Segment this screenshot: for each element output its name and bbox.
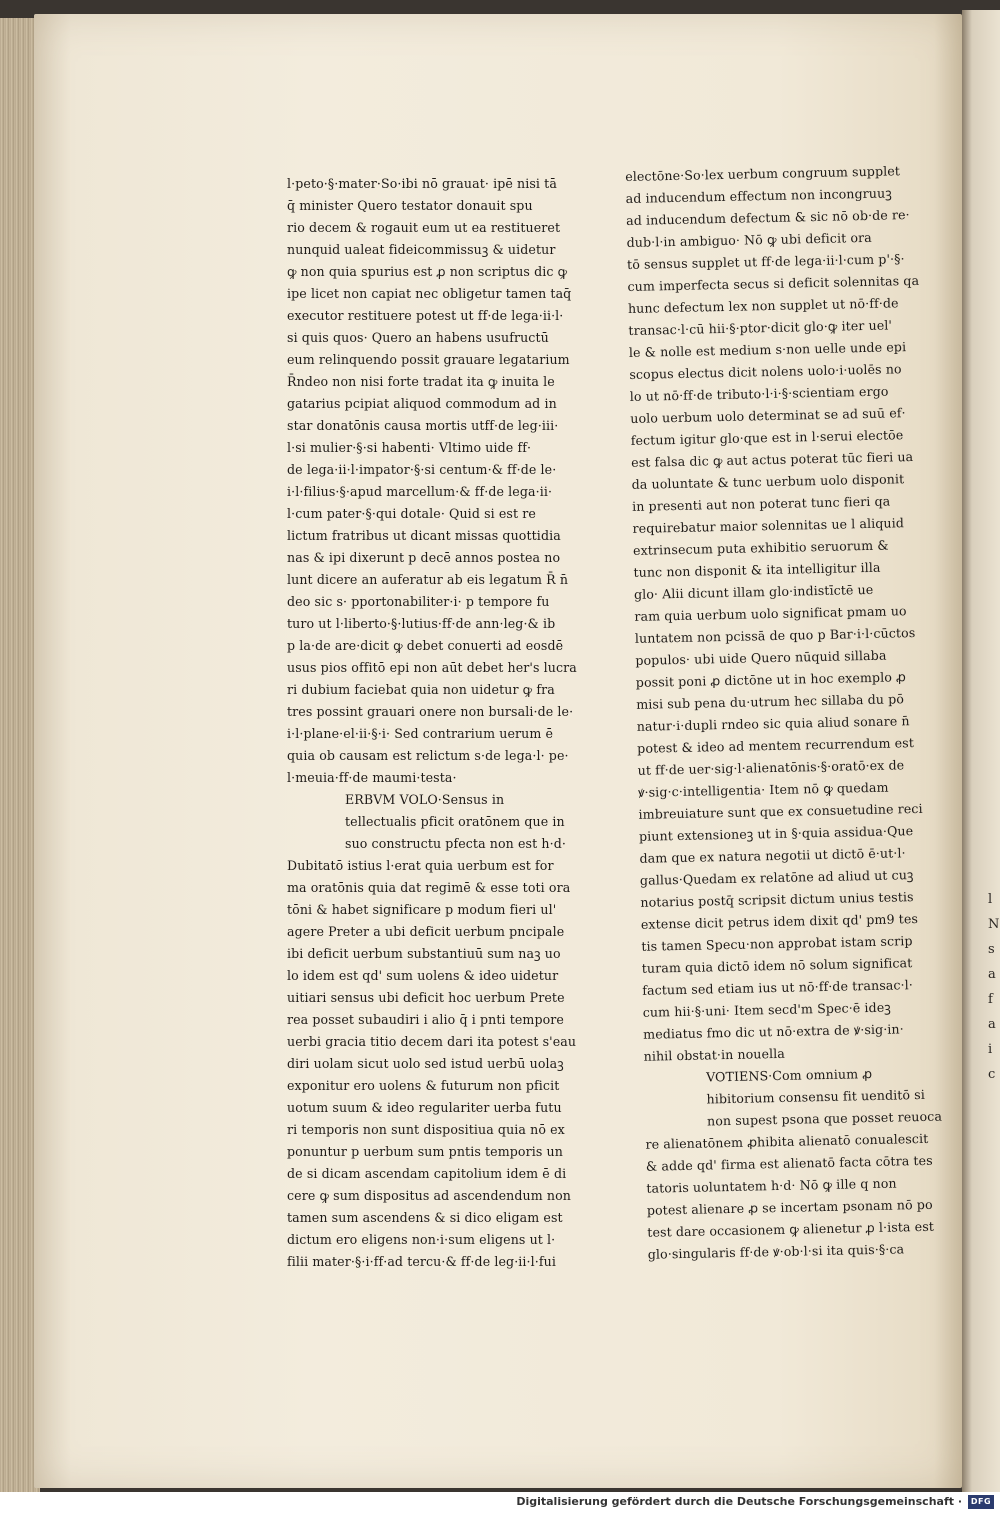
left-text-column: [287, 173, 577, 1273]
text-line: test dare occasionem ꝙ alienetur ꝓ l·ista est: [647, 1218, 935, 1240]
text-line: rio decem & rogauit eum ut ea restitueret: [287, 220, 561, 235]
text-line: misi sub pena du·utrum hec sillaba du pō: [636, 691, 905, 712]
text-line: tōni & habet significare p modum fieri ul': [287, 902, 557, 917]
text-line: de lega·ii·l·impator·§·si centum·& ff·de le·: [287, 462, 557, 477]
text-line: lunt dicere an auferatur ab eis legatum R̄ n̄: [287, 572, 569, 587]
text-line: exponitur ero uolens & futurum non pficit: [287, 1078, 560, 1093]
text-line: da uoluntate & tunc uerbum uolo disponit: [631, 471, 905, 492]
text-line: star donatōnis causa mortis utff·de leg·iii·: [287, 418, 559, 433]
text-line: nihil obstat·in nouella: [643, 1045, 786, 1064]
text-line: nas & ipi dixerunt p decē annos postea no: [287, 550, 561, 565]
text-line: tō sensus supplet ut ff·de lega·ii·l·cum p'·§·: [626, 251, 905, 272]
text-line: notarius postq̄ scripsit dictum unius testis: [640, 889, 914, 910]
text-line: potest alienare ꝓ se incertam psonam nō po: [646, 1196, 933, 1218]
next-page-fragment: N: [988, 917, 1000, 932]
text-line: gatarius pcipiat aliquod commodum ad in: [287, 396, 557, 411]
text-line: ram quia uerbum uolo significat pmam uo: [634, 603, 907, 624]
text-line: l·meuia·ff·de maumi·testa·: [287, 770, 457, 785]
text-line: glo·singularis ff·de ꝟ·ob·l·si ita quis·§·ca: [647, 1241, 905, 1262]
dfg-logo[interactable]: DFG: [968, 1495, 994, 1509]
text-line: ponuntur p uerbum sum pntis temporis un: [287, 1144, 563, 1159]
section-heading-continuation: Com omnium ꝓ: [772, 1066, 873, 1084]
text-line: requirebatur maior solennitas ue l aliquid: [632, 515, 905, 536]
text-line: mediatus fmo dic ut nō·extra de ꝟ·sig·in·: [643, 1021, 904, 1042]
text-line: cere ꝙ sum dispositus ad ascendendum non: [287, 1188, 571, 1203]
text-line: usus pios offitō epi non aūt debet her's lucra: [287, 660, 577, 675]
text-line: transac·l·cū hii·§·ptor·dicit glo·ꝙ iter uel': [628, 317, 893, 338]
text-line: si quis quos· Quero an habens usufructū: [287, 330, 549, 345]
text-line: quia ob causam est relictum s·de lega·l· pe·: [287, 748, 569, 763]
section-heading-continuation: Sensus in: [441, 792, 505, 807]
text-line: ri temporis non sunt dispositiua quia nō ex: [287, 1122, 565, 1137]
text-line: cum imperfecta secus si deficit solennitas qa: [627, 272, 920, 294]
text-line: fectum igitur glo·que est in l·serui electōe: [630, 427, 904, 448]
next-page-fragment: a: [988, 967, 996, 982]
text-line: re alienatōnem ꝓhibita alienatō conualescit: [645, 1130, 929, 1152]
text-line: ad inducendum defectum & sic nō ob·de re·: [625, 207, 910, 228]
text-line: uerbi gracia titio decem dari ita potest s'eau: [287, 1034, 577, 1049]
text-line: uolo uerbum uolo determinat se ad suū ef·: [630, 405, 906, 426]
text-line: tamen sum ascendens & si dico eligam est: [287, 1210, 563, 1225]
text-line: dub·l·in ambiguo· Nō ꝙ ubi deficit ora: [626, 229, 872, 250]
text-line: suo constructu pfecta non est h·d·: [345, 836, 566, 851]
text-line: le & nolle est medium s·non uelle unde epi: [628, 339, 907, 360]
text-line: filii mater·§·i·ff·ad tercu·& ff·de leg·ii·l·fui: [287, 1254, 556, 1269]
text-line: dictum ero eligens non·i·sum eligens ut l·: [287, 1232, 556, 1247]
text-line: uitiari sensus ubi deficit hoc uerbum Prete: [287, 990, 565, 1005]
text-line: luntatem non pcissā de quo p Bar·i·l·cūctos: [634, 625, 916, 646]
text-line: tres possint grauari onere non bursali·de le·: [287, 704, 574, 719]
text-line: imbreuiature sunt que ex consuetudine reci: [638, 800, 923, 822]
text-line: lictum fratribus ut dicant missas quottidia: [287, 528, 561, 543]
text-line: diri uolam sicut uolo sed istud uerbū uolaꝫ: [287, 1056, 564, 1071]
text-line: lo idem est qd' sum uolens & ideo uidetur: [287, 968, 559, 983]
text-line: rea posset subaudiri i alio q̄ i pnti tempore: [287, 1012, 564, 1027]
next-page-fragment: s: [988, 942, 995, 957]
text-line: eum relinquendo possit grauare legatarium: [287, 352, 570, 367]
funding-notice: Digitalisierung gefördert durch die Deutsche Forschungsgemeinschaft ·: [516, 1495, 962, 1508]
next-page-edge: [962, 10, 1000, 1492]
text-line: possit poni ꝓ dictōne ut in hoc exemplo ꝓ: [635, 669, 907, 690]
text-line: de si dicam ascendam capitolium idem ē di: [287, 1166, 567, 1181]
right-text-column: [625, 160, 943, 1266]
text-line: tunc non disponit & ita intelligitur illa: [633, 559, 881, 580]
text-line: i·l·filius·§·apud marcellum·& ff·de lega·ii·: [287, 484, 553, 499]
text-line: i·l·plane·el·ii·§·i· Sed contrarium uerum ē: [287, 726, 554, 741]
text-line: glo· Alii dicunt illam glo·indistīctē ue: [633, 581, 874, 602]
next-page-fragment: l: [988, 892, 993, 907]
text-line: electōne·So·lex uerbum congruum supplet: [625, 163, 901, 184]
text-line: tellectualis pficit oratōnem que in: [345, 814, 565, 829]
text-line: hibitorium consensu fit uenditō si: [706, 1086, 926, 1107]
text-line: q̄ minister Quero testator donauit spu: [287, 198, 533, 213]
text-line: ri dubium faciebat quia non uidetur ꝙ fra: [287, 682, 555, 697]
text-line: natur·i·dupli rndeo sic quia aliud sonare n̄: [636, 713, 910, 734]
text-line: lo ut nō·ff·de tributo·l·i·§·scientiam ergo: [629, 383, 889, 404]
text-line: executor restituere potest ut ff·de lega·ii·l·: [287, 308, 564, 323]
text-line: l·peto·§·mater·So·ibi nō grauat· ipē nisi tā: [287, 176, 557, 191]
text-line: dam que ex natura negotii ut dictō ē·ut·l·: [639, 845, 906, 866]
text-line: turam quia dictō idem nō solum significat: [641, 955, 913, 976]
text-line: uotum suum & ideo regulariter uerba futu: [287, 1100, 562, 1115]
text-line: R̄ndeo non nisi forte tradat ita ꝙ inuita le: [287, 374, 555, 389]
text-line: extense dicit petrus idem dixit qd' pm9 tes: [640, 911, 919, 932]
text-line: populos· ubi uide Quero nūquid sillaba: [635, 647, 887, 668]
text-line: piunt extensioneꝫ ut in §·quia assidua·Que: [638, 823, 914, 844]
text-line: & adde qd' firma est alienatō facta cōtra tes: [645, 1152, 933, 1174]
text-line: in presenti aut non poterat tunc fieri qa: [631, 493, 891, 514]
text-line: l·si mulier·§·si habenti· Vltimo uide ff·: [287, 440, 532, 455]
footer-bar: [0, 1492, 1000, 1513]
text-line: l·cum pater·§·qui dotale· Quid si est re: [287, 506, 536, 521]
text-line: deo sic s· pportonabiliter·i· p tempore fu: [287, 594, 550, 609]
text-line: ibi deficit uerbum substantiuū sum naꝫ uo: [287, 946, 561, 961]
text-line: hunc defectum lex non supplet ut nō·ff·de: [627, 295, 899, 316]
text-line: tatoris uoluntatem h·d· Nō ꝙ ille q non: [646, 1175, 897, 1196]
next-page-fragment: f: [988, 992, 993, 1007]
section-heading: VOTIENS·: [705, 1068, 773, 1085]
next-page-fragment: i: [988, 1042, 993, 1057]
text-line: non supest psona que posset reuoca: [706, 1108, 943, 1129]
text-line: tis tamen Specu·non approbat istam scrip: [641, 933, 913, 954]
text-line: Dubitatō istius l·erat quia uerbum est for: [287, 858, 554, 873]
text-line: scopus electus dicit nolens uolo·i·uolēs no: [629, 361, 902, 382]
text-line: cum hii·§·uni· Item secd'm Spec·ē ideꝫ: [642, 999, 891, 1020]
text-line: ipe licet non capiat nec obligetur tamen taq̄: [287, 286, 572, 301]
text-line: p la·de are·dicit ꝙ debet conuerti ad eosdē: [287, 638, 564, 653]
text-line: factum sed etiam ius ut nō·ff·de transac·l·: [642, 977, 914, 998]
section-heading-line: [287, 789, 569, 811]
text-line: ma oratōnis quia dat regimē & esse toti ora: [287, 880, 571, 895]
text-line: gallus·Quedam ex relatōne ad aliud ut cuꝫ: [639, 867, 914, 888]
text-line: turo ut l·liberto·§·lutius·ff·de ann·leg·& ib: [287, 616, 556, 631]
text-line: extrinsecum puta exhibitio seruorum &: [632, 537, 889, 558]
next-page-fragment: a: [988, 1017, 996, 1032]
text-line: nunquid ualeat fideicommissuꝫ & uidetur: [287, 242, 556, 257]
section-heading: ERBVM VOLO·: [345, 792, 442, 807]
text-line: ꝟ·sig·c·intelligentia· Item nō ꝙ quedam: [637, 779, 889, 800]
next-page-fragment: c: [988, 1067, 996, 1082]
text-line: agere Preter a ubi deficit uerbum pncipale: [287, 924, 565, 939]
text-line: ꝙ non quia spurius est ꝓ non scriptus dic ꝙ: [287, 264, 568, 279]
text-line: potest & ideo ad mentem recurrendum est: [637, 735, 915, 756]
text-line: ut ff·de uer·sig·l·alienatōnis·§·oratō·ex de: [637, 757, 905, 778]
text-line: ad inducendum effectum non incongruuꝫ: [625, 185, 892, 206]
text-line: est falsa dic ꝙ aut actus poterat tūc fieri ua: [631, 449, 914, 470]
